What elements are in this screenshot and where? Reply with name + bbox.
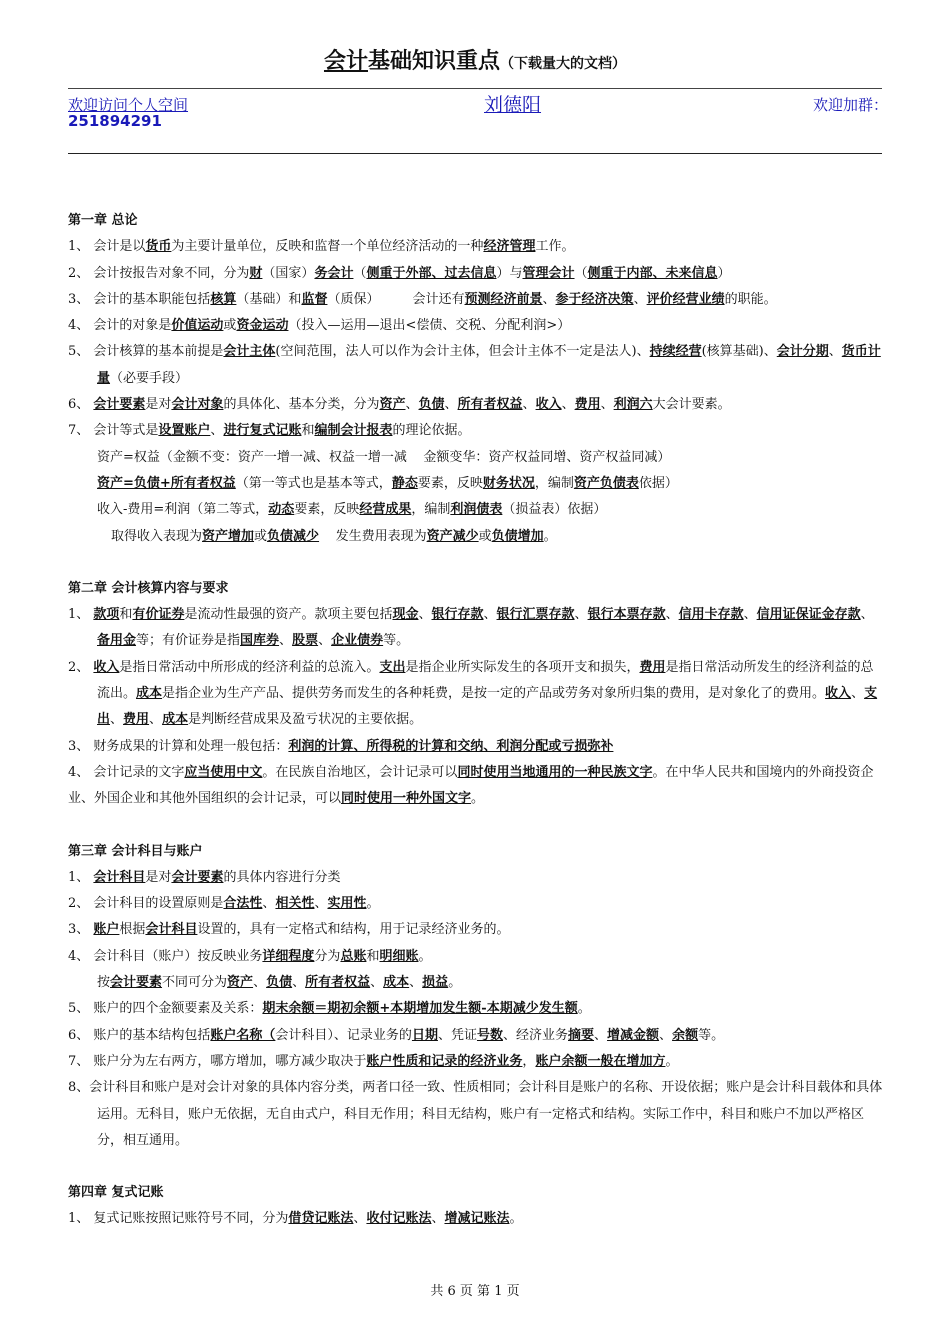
group-number: 251894291 (68, 112, 162, 130)
content-line: 3、 财务成果的计算和处理一般包括：利润的计算、所得税的计算和交纳、利润分配或亏损弥补 (68, 738, 614, 754)
content-line: 5、 会计核算的基本前提是会计主体(空间范围，法人可以作为会计主体，但会计主体不一定是法人)、持续经营(核算基础)、会计分期、货币计量（必要手段） (68, 344, 881, 386)
content-line: 7、 会计等式是设置账户、进行复式记账和编制会计报表的理论依据。 (68, 423, 471, 439)
content-line: 5、 账户的四个金额要素及关系：期末余额＝期初余额+本期增加发生额-本期减少发生额。 (68, 1001, 591, 1017)
chapter-heading: 第三章 会计科目与账户 (68, 843, 203, 859)
document-body (68, 208, 886, 1233)
chapter-heading: 第二章 会计核算内容与要求 (68, 580, 229, 596)
content-line: 8、会计科目和账户是对会计对象的具体内容分类，两者口径一致、性质相同；会计科目是账户的名称、开设依据；账户是会计科目载体和具体运用。无科目，账户无依据，无自由式户，科目无作用；科目无结构，账户有一定格式和结构。实际工作中，科目和账户不加以严格区分，相互通用。 (68, 1080, 883, 1148)
content-line: 2、 收入是指日常活动中所形成的经济利益的总流入。支出是指企业所实际发生的各项开支和损失，费用是指日常活动所发生的经济利益的总流出。成本是指企业为生产产品、提供劳务而发生的各种耗费，是按一定的产品或劳务对象所归集的费用，是对象化了的费用。收入、支出、费用、成本是判断经营成果及盈亏状况的主要依据。 (68, 659, 878, 728)
content-line: 资产=负债+所有者权益（第一等式也是基本等式，静态要素，反映财务状况，编制资产负债表依据） (97, 475, 678, 491)
title-main: 基础知识重点 (368, 49, 501, 74)
title-underlined: 会计 (323, 49, 368, 74)
content-line: 资产=权益（金额不变：资产一增一减、权益一增一减 金额变华：资产权益同增、资产权益同减） (97, 449, 671, 465)
content-line: 6、 会计要素是对会计对象的具体化、基本分类，分为资产、负债、所有者权益、收入、费用、利润六大会计要素。 (68, 397, 731, 413)
content-line: 3、 账户根据会计科目设置的，具有一定格式和结构，用于记录经济业务的。 (68, 922, 510, 938)
personal-space-link[interactable]: 欢迎访问个人空间 (68, 96, 189, 114)
join-group-text: 欢迎加群： (812, 96, 888, 114)
content-line: 2、 会计科目的设置原则是合法性、相关性、实用性。 (68, 896, 380, 912)
content-line: 按会计要素不同可分为资产、负债、所有者权益、成本、损益。 (97, 975, 462, 991)
chapter-heading: 第四章 复式记账 (68, 1185, 164, 1201)
content-line: 4、 会计的对象是价值运动或资金运动（投入—运用—退出<偿债、交税、分配利润>） (68, 318, 571, 334)
page-footer: 共 6 页 第 1 页 (430, 1284, 520, 1299)
content-line: 4、 会计科目（账户）按反映业务详细程度分为总账和明细账。 (68, 948, 432, 964)
content-line: 1、 会计科目是对会计要素的具体内容进行分类 (68, 869, 341, 885)
content-line: 1、 复式记账按照记账符号不同，分为借贷记账法、收付记账法、增减记账法。 (68, 1211, 523, 1227)
content-line: 3、 会计的基本职能包括核算（基础）和监督（质保） 会计还有预测经济前景、参于经济决策、评价经营业绩的职能。 (68, 291, 777, 307)
content-line: 1、 会计是以货币为主要计量单位，反映和监督一个单位经济活动的一种经济管理工作。 (68, 239, 575, 255)
chapter-heading: 第一章 总论 (68, 213, 138, 228)
header-rule-bottom (68, 153, 882, 154)
content-line: 6、 账户的基本结构包括账户名称（会计科目）、记录业务的日期、凭证号数、经济业务摘要、增减金额、余额等。 (68, 1027, 725, 1043)
document-title (0, 44, 950, 75)
content-line: 4、 会计记录的文字应当使用中文。在民族自治地区，会计记录可以同时使用当地通用的一种民族文字。在中华人民共和国境内的外商投资企业、外国企业和其他外国组织的会计记录，可以同时使用一种外国文字。 (68, 764, 874, 807)
header-rule-top (68, 88, 882, 89)
author-link[interactable]: 刘德阳 (484, 94, 542, 116)
content-line: 2、 会计按报告对象不同，分为财（国家）务会计（侧重于外部、过去信息）与管理会计（侧重于内部、未来信息） (68, 265, 731, 281)
content-line: 1、 款项和有价证券是流动性最强的资产。款项主要包括现金、银行存款、银行汇票存款、银行本票存款、信用卡存款、信用证保证金存款、备用金等；有价证券是指国库券、股票、企业债券等。 (68, 607, 874, 649)
content-line: 收入-费用=利润（第二等式，动态要素，反映经营成果，编制利润债表（损益表）依据） (97, 502, 607, 518)
content-line: 取得收入表现为资产增加或负债减少 发生费用表现为资产减少或负债增加。 (111, 528, 557, 544)
title-sub: （下载量大的文档） (500, 56, 627, 72)
content-line: 7、 账户分为左右两方，哪方增加，哪方减少取决于账户性质和记录的经济业务，账户余额一般在增加方。 (68, 1053, 679, 1069)
